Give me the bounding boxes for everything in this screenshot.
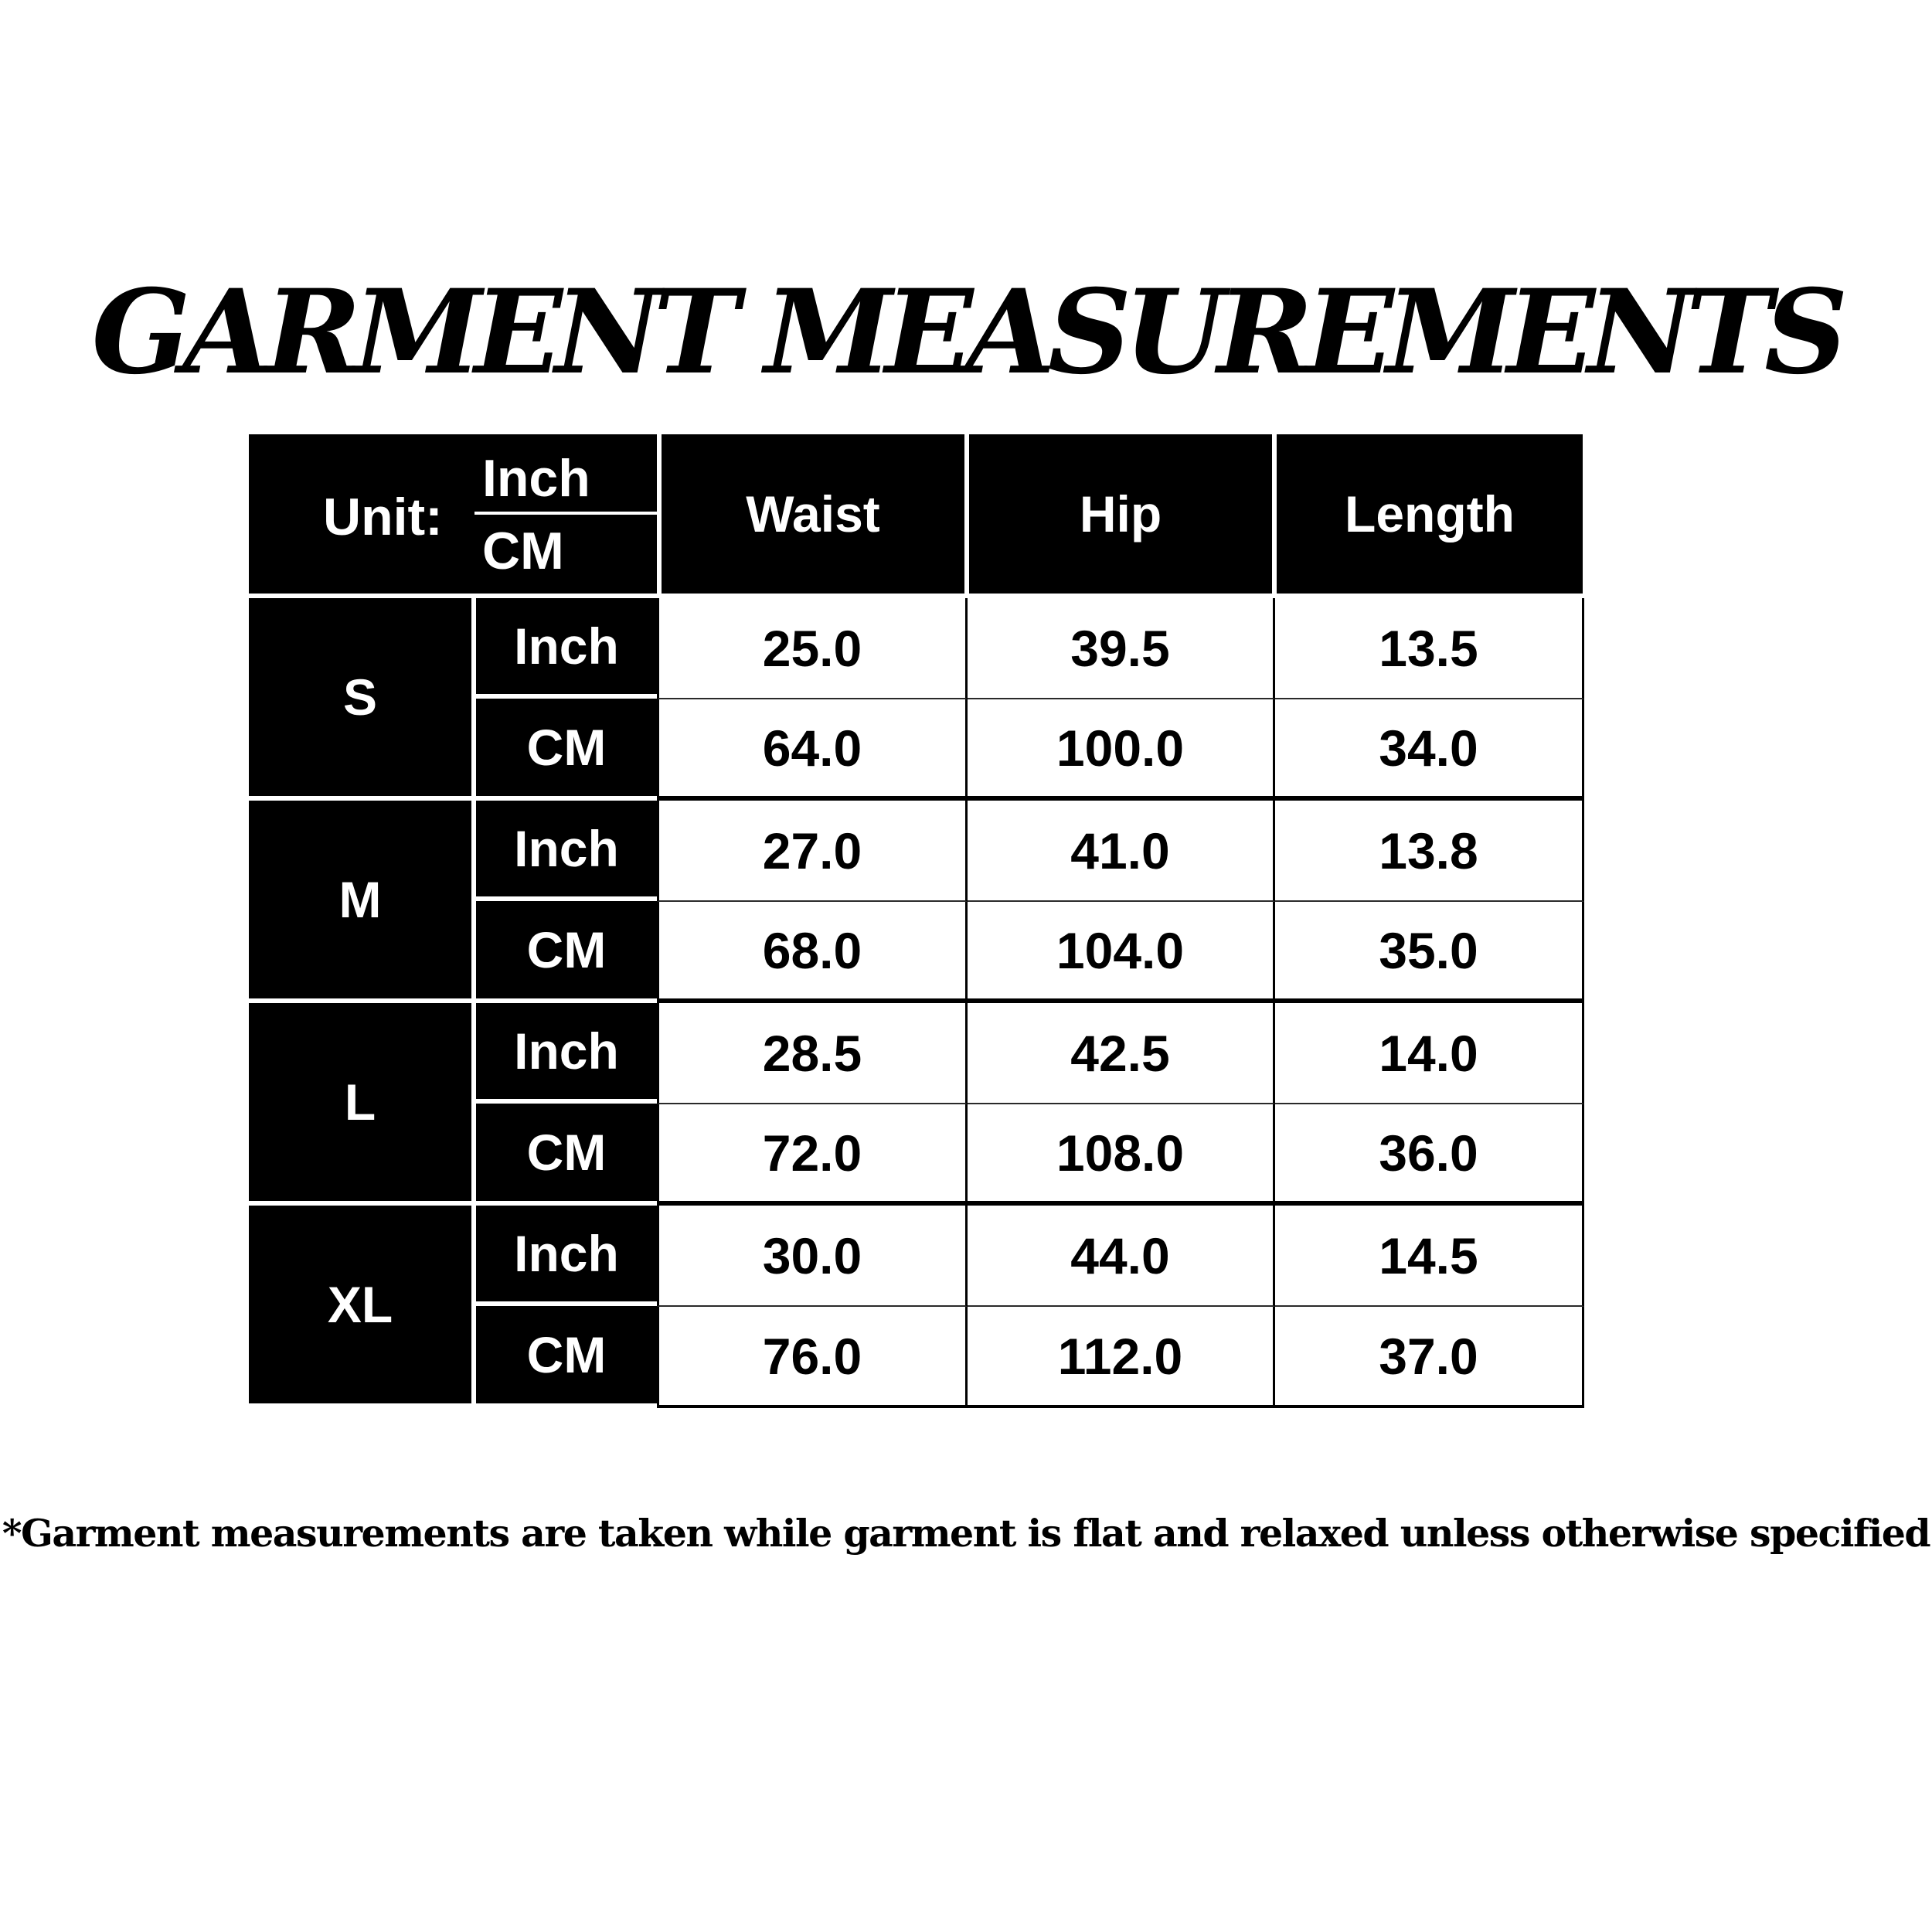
unit-inch-label: Inch [482, 449, 590, 508]
value-l-inch-length: 14.0 [1275, 1003, 1584, 1104]
row-unit-cm: CM [476, 1104, 657, 1201]
value-s-cm-waist: 64.0 [657, 699, 968, 801]
value-xl-inch-length: 14.5 [1275, 1206, 1584, 1307]
value-s-inch-waist: 25.0 [657, 598, 968, 699]
value-m-inch-waist: 27.0 [657, 801, 968, 902]
value-l-inch-hip: 42.5 [968, 1003, 1275, 1104]
value-m-inch-hip: 41.0 [968, 801, 1275, 902]
value-l-cm-hip: 108.0 [968, 1104, 1275, 1206]
value-xl-cm-length: 37.0 [1275, 1307, 1584, 1408]
size-label-xl: XL [249, 1206, 471, 1403]
size-chart-table [249, 434, 1584, 1406]
value-m-cm-hip: 104.0 [968, 902, 1275, 1003]
row-unit-cm: CM [476, 699, 657, 796]
row-unit-cm: CM [476, 901, 657, 998]
value-s-inch-length: 13.5 [1275, 598, 1584, 699]
value-m-cm-length: 35.0 [1275, 902, 1584, 1003]
value-l-cm-length: 36.0 [1275, 1104, 1584, 1206]
row-unit-inch: Inch [476, 1003, 657, 1099]
unit-cm-label: CM [482, 522, 564, 580]
value-l-inch-waist: 28.5 [657, 1003, 968, 1104]
column-header-waist: Waist [662, 434, 964, 594]
measurement-footnote: *Garment measurements are taken while garment is flat and relaxed unless otherwise specified [2, 1511, 1930, 1556]
unit-label: Unit: [323, 488, 443, 546]
unit-header-cell [249, 434, 657, 594]
size-label-s: S [249, 598, 471, 796]
value-s-cm-hip: 100.0 [968, 699, 1275, 801]
value-s-cm-length: 34.0 [1275, 699, 1584, 801]
size-label-m: M [249, 801, 471, 998]
column-header-hip: Hip [969, 434, 1272, 594]
value-m-cm-waist: 68.0 [657, 902, 968, 1003]
row-unit-inch: Inch [476, 598, 657, 694]
row-unit-cm: CM [476, 1306, 657, 1403]
row-unit-inch: Inch [476, 1206, 657, 1301]
value-xl-inch-waist: 30.0 [657, 1206, 968, 1307]
row-unit-inch: Inch [476, 801, 657, 896]
page-title: GARMENT MEASUREMENTS [91, 264, 1841, 400]
column-header-length: Length [1277, 434, 1583, 594]
value-xl-cm-hip: 112.0 [968, 1307, 1275, 1408]
value-l-cm-waist: 72.0 [657, 1104, 968, 1206]
size-label-l: L [249, 1003, 471, 1201]
unit-divider [474, 512, 657, 515]
value-xl-inch-hip: 44.0 [968, 1206, 1275, 1307]
value-xl-cm-waist: 76.0 [657, 1307, 968, 1408]
value-s-inch-hip: 39.5 [968, 598, 1275, 699]
value-m-inch-length: 13.8 [1275, 801, 1584, 902]
